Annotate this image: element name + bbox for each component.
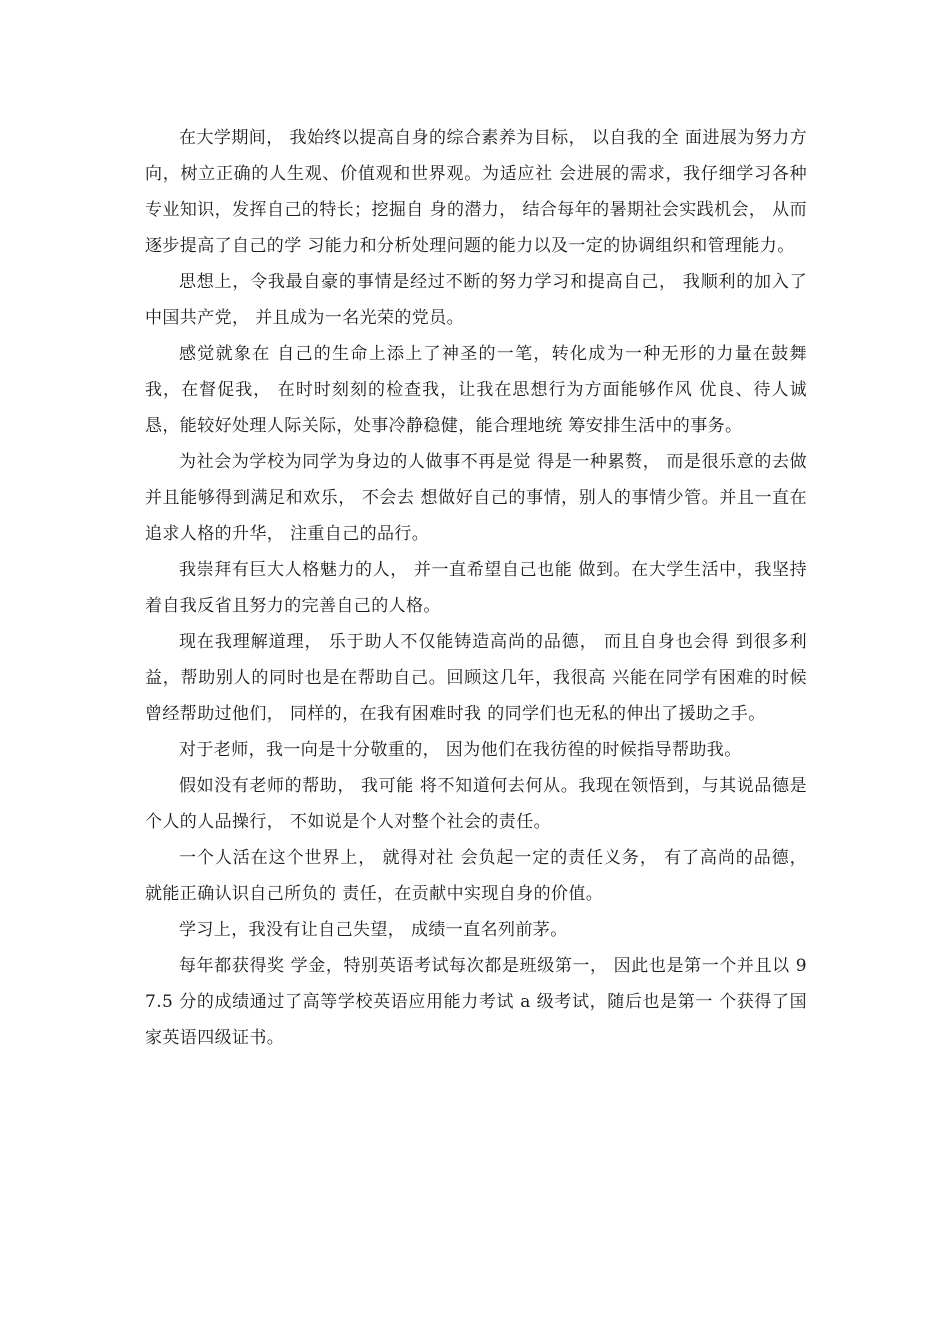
paragraph: 一个人活在这个世界上， 就得对社 会负起一定的责任义务， 有了高尚的品德， 就能正确认识自己所负的 责任，在贡献中实现自身的价值。 [145,848,807,904]
paragraph: 感觉就象在 自己的生命上添上了神圣的一笔，转化成为一种无形的力量在鼓舞 我，在督促我， 在时时刻刻的检查我，让我在思想行为方面能够作风 优良、待人诚恳，能较好处理人际关际，处事冷静稳健，能合理地统 筹安排生活中的事务。 [145,344,807,436]
document-body [145,120,807,1056]
paragraph: 我崇拜有巨大人格魅力的人， 并一直希望自己也能 做到。在大学生活中，我坚持着自我反省且努力的完善自己的人格。 [145,560,807,616]
paragraph: 思想上，令我最自豪的事情是经过不断的努力学习和提高自己， 我顺利的加入了中国共产党， 并且成为一名光荣的党员。 [145,272,807,328]
paragraph: 对于老师，我一向是十分敬重的， 因为他们在我彷徨的时候指导帮助我。 [179,740,742,760]
paragraph: 学习上，我没有让自己失望， 成绩一直名列前茅。 [179,920,568,940]
paragraph: 在大学期间， 我始终以提高自身的综合素养为目标， 以自我的全 面进展为努力方向，树立正确的人生观、价值观和世界观。为适应社 会进展的需求，我仔细学习各种专业知识，发挥自己的特长；挖掘自 身的潜力， 结合每年的暑期社会实践机会， 从而逐步提高了自己的学 习能力和分析处理问题的能力以及一定的协调组织和管理能力。 [145,128,807,256]
paragraph: 每年都获得奖 学金，特别英语考试每次都是班级第一， 因此也是第一个并且以 97.5 分的成绩通过了高等学校英语应用能力考试 a 级考试，随后也是第一 个获得了国家英语四级证书。 [145,956,807,1048]
paragraph: 现在我理解道理， 乐于助人不仅能铸造高尚的品德， 而且自身也会得 到很多利益，帮助别人的同时也是在帮助自己。回顾这几年，我很高 兴能在同学有困难的时候曾经帮助过他们， 同样的，在我有困难时我 的同学们也无私的伸出了援助之手。 [145,632,807,724]
paragraph: 为社会为学校为同学为身边的人做事不再是觉 得是一种累赘， 而是很乐意的去做并且能够得到满足和欢乐， 不会去 想做好自己的事情，别人的事情少管。并且一直在追求人格的升华， 注重自己的品行。 [145,452,807,544]
paragraph: 假如没有老师的帮助， 我可能 将不知道何去何从。我现在领悟到，与其说品德是个人的人品操行， 不如说是个人对整个社会的责任。 [145,776,807,832]
